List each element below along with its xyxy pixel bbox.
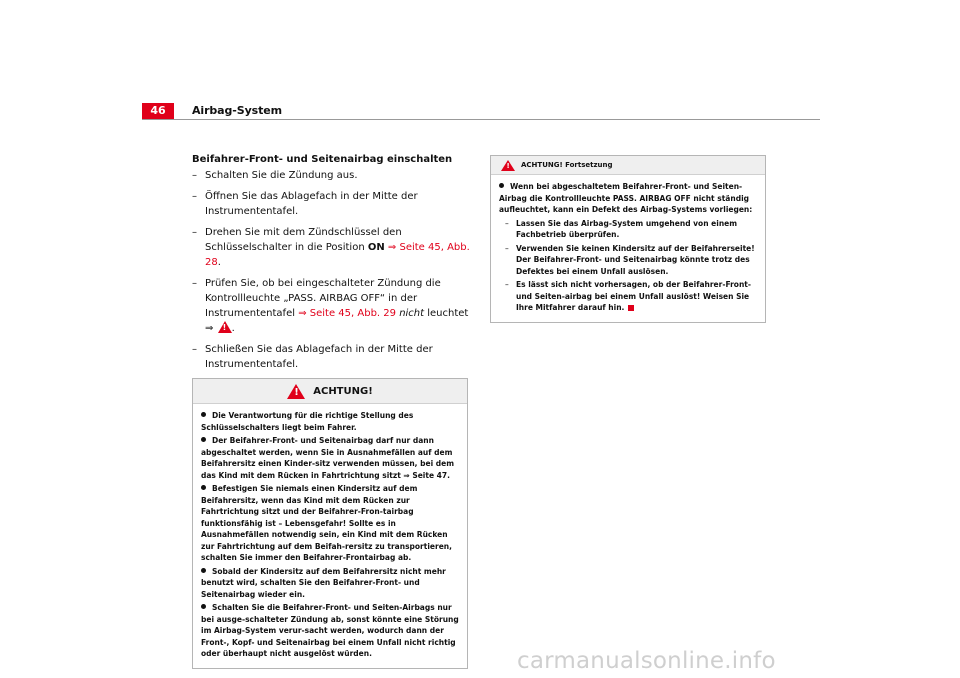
step-item xyxy=(192,342,470,372)
sub-dash: – xyxy=(505,280,509,289)
step-text: . xyxy=(217,257,221,268)
warning-icon[interactable] xyxy=(218,321,232,333)
warning-title: ACHTUNG! Fortsetzung xyxy=(521,161,613,169)
step-text: leuchtet ⇒ xyxy=(205,308,469,334)
warning-header xyxy=(193,379,467,404)
warning-icon xyxy=(287,384,305,399)
step-list xyxy=(192,168,470,372)
arrow-icon: ⇒ xyxy=(298,308,310,319)
step-text: Schalten Sie die Zündung aus. xyxy=(205,170,358,181)
step-dash: – xyxy=(192,170,197,181)
step-bold: ON xyxy=(367,242,385,253)
step-dash: – xyxy=(192,227,197,238)
bullet-icon xyxy=(201,437,206,442)
warning-text: Es lässt sich nicht vorhersagen, ob der Beifahrer-Front- und Seiten-airbag bei einem Unfall auslöst! Weisen Sie Ihre Mitfahrer darauf hin. xyxy=(516,280,751,312)
step-dash: – xyxy=(192,344,197,355)
section-title: Beifahrer-Front- und Seitenairbag einschalten xyxy=(192,154,453,165)
page-link[interactable]: Seite 45, Abb. 29 xyxy=(309,308,396,319)
step-item xyxy=(192,225,470,270)
end-mark-icon xyxy=(628,305,634,311)
step-item xyxy=(192,276,470,336)
warning-continuation-box xyxy=(490,155,766,323)
bullet-icon xyxy=(499,183,504,188)
page-link[interactable]: Seite 45, Abb. 28 xyxy=(205,242,470,268)
warning-text: Sobald der Kindersitz auf dem Beifahrersitz nicht mehr benutzt wird, schalten Sie den Beifahrer-Front- und Seitenairbag wieder ein. xyxy=(201,566,446,599)
warning-subitem xyxy=(499,279,757,314)
warning-item xyxy=(201,483,459,564)
watermark: carmanualsonline.info xyxy=(517,648,776,674)
warning-body xyxy=(491,175,765,322)
warning-text: Schalten Sie die Beifahrer-Front- und Seiten-Airbags nur bei ausge-schalteter Zündung ab, sonst könnte eine Störung im Airbag-System verur-sacht werden, wodurch dann der Front-, Kopf- und Seitenairbag bei einem Unfall nicht richtig oder überhaupt nicht ausgelöst würden. xyxy=(201,603,459,658)
bullet-icon xyxy=(201,485,206,490)
warning-text: Befestigen Sie niemals einen Kindersitz auf dem Beifahrersitz, wenn das Kind mit dem Rücken zur Fahrtrichtung sitzt und der Beifahrer-Fron-tairbag funktionsfähig ist – Lebensgefahr! Sollte es in Ausnahmefällen notwendig sein, ein Kind mit dem Rücken zur Fahrtrichtung auf dem Beifah-rersitz zu transportieren, schalten Sie immer den Beifahrer-Frontairbag ab. xyxy=(201,484,452,562)
step-text: Drehen Sie mit dem Zündschlüssel den Schlüsselschalter in die Position xyxy=(205,227,402,253)
page-title: Airbag-System xyxy=(192,104,282,117)
step-text: Schließen Sie das Ablagefach in der Mitte der Instrumententafel. xyxy=(205,344,433,370)
step-text: Prüfen Sie, ob bei eingeschalteter Zündung die Kontrollleuchte „PASS. AIRBAG OFF“ in der Instrumententafel xyxy=(205,278,441,319)
header-divider xyxy=(142,119,820,120)
step-dash: – xyxy=(192,278,197,289)
step-item xyxy=(192,168,470,183)
warning-item xyxy=(201,566,459,601)
bullet-icon xyxy=(201,604,206,609)
warning-item xyxy=(201,410,459,433)
warning-title: ACHTUNG! xyxy=(313,385,373,397)
sub-dash: – xyxy=(505,243,509,253)
step-text: Öffnen Sie das Ablagefach in der Mitte der Instrumententafel. xyxy=(205,191,418,217)
warning-text: Die Verantwortung für die richtige Stellung des Schlüsselschalters liegt beim Fahrer. xyxy=(201,411,414,432)
bullet-icon xyxy=(201,412,206,417)
step-dash: – xyxy=(192,191,197,202)
step-italic: nicht xyxy=(399,308,425,319)
sub-dash: – xyxy=(505,218,509,228)
warning-box xyxy=(192,378,468,669)
warning-icon xyxy=(501,160,515,171)
warning-text: Der Beifahrer-Front- und Seitenairbag darf nur dann abgeschaltet werden, wenn Sie in Ausnahmefällen auf dem Beifahrersitz einen Kinder-sitz verwenden müssen, bei dem das Kind mit dem Rücken in Fahrtrichtung sitzt ⇒ Seite 47. xyxy=(201,436,455,480)
warning-item xyxy=(201,602,459,660)
step-item xyxy=(192,189,470,219)
left-column xyxy=(192,154,470,669)
warning-text: Wenn bei abgeschaltetem Beifahrer-Front- und Seiten-Airbag die Kontrollleuchte PASS. AIRBAG OFF nicht ständig aufleuchtet, kann ein Defekt des Airbag-Systems vorliegen: xyxy=(499,182,753,214)
warning-subitem xyxy=(499,218,757,241)
page-number: 46 xyxy=(142,103,174,119)
warning-item xyxy=(201,435,459,481)
warning-text: Lassen Sie das Airbag-System umgehend von einem Fachbetrieb überprüfen. xyxy=(516,218,738,239)
warning-item xyxy=(499,181,757,216)
bullet-icon xyxy=(201,568,206,573)
warning-header xyxy=(491,156,765,175)
warning-text: Verwenden Sie keinen Kindersitz auf der Beifahrerseite! Der Beifahrer-Front- und Seitenairbag könnte trotz des Defektes bei einem Unfall auslösen. xyxy=(516,243,755,276)
warning-subitem xyxy=(499,243,757,278)
warning-body xyxy=(193,404,467,668)
arrow-icon: ⇒ xyxy=(384,242,400,253)
step-text: . xyxy=(231,323,235,334)
